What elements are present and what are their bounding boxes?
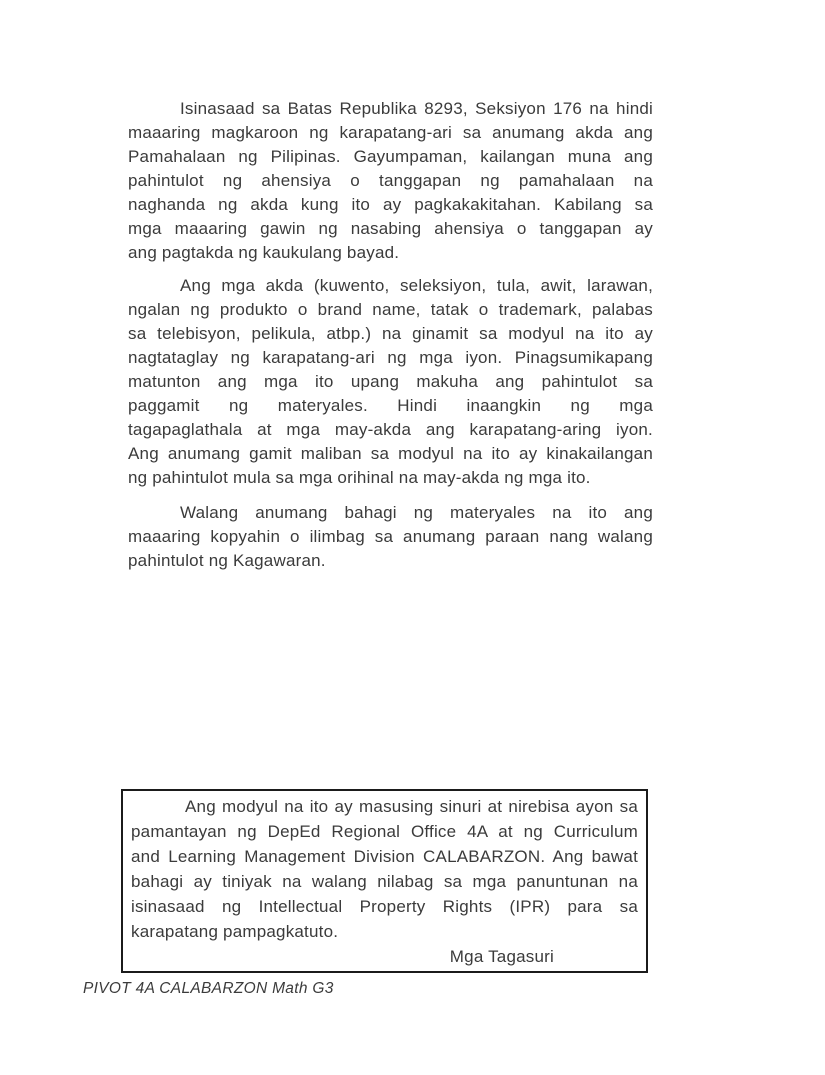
text-line: pahintulot ng ahensiya o tanggapan ng pamahalaan na [128, 171, 653, 190]
text-line: naghanda ng akda kung ito ay pagkakakitahan. Kabilang sa [128, 195, 653, 214]
copyright-text-block [128, 97, 653, 573]
text-line: ngalan ng produkto o brand name, tatak o trademark, palabas [128, 300, 653, 319]
text-line: and Learning Management Division CALABARZON. Ang bawat [131, 847, 638, 866]
paragraph-copyrighted-works [128, 274, 653, 490]
text-line: ng pahintulot mula sa mga orihinal na may-akda ng mga ito. [128, 468, 591, 487]
text-line: maaaring magkaroon ng karapatang-ari sa anumang akda ang [128, 123, 653, 142]
text-line: Pamahalaan ng Pilipinas. Gayumpaman, kailangan muna ang [128, 147, 653, 166]
text-line: maaaring kopyahin o ilimbag sa anumang paraan nang walang [128, 527, 653, 546]
text-line: karapatang pampagkatuto. [131, 922, 339, 941]
paragraph-reproduction-notice [128, 501, 653, 573]
text-line: pahintulot ng Kagawaran. [128, 551, 326, 570]
review-note-box [121, 789, 648, 973]
text-line: Ang modyul na ito ay masusing sinuri at nirebisa ayon sa [185, 797, 638, 816]
text-line: sa telebisyon, pelikula, atbp.) na ginamit sa modyul na ito ay [128, 324, 653, 343]
text-line: Isinasaad sa Batas Republika 8293, Seksiyon 176 na hindi [180, 99, 653, 118]
text-line: Walang anumang bahagi ng materyales na ito ang [180, 503, 653, 522]
text-line: nagtataglay ng karapatang-ari ng mga iyon. Pinagsumikapang [128, 348, 653, 367]
text-line: mga maaaring gawin ng nasabing ahensiya o tanggapan ay [128, 219, 653, 238]
text-line: Ang anumang gamit maliban sa modyul na ito ay kinakailangan [128, 444, 653, 463]
text-line: tagapaglathala at mga may-akda ang karapatang-aring iyon. [128, 420, 653, 439]
text-line: pamantayan ng DepEd Regional Office 4A at ng Curriculum [131, 822, 638, 841]
text-line: Ang mga akda (kuwento, seleksiyon, tula, awit, larawan, [180, 276, 653, 295]
signature-line: Mga Tagasuri [449, 947, 554, 966]
text-line: paggamit ng materyales. Hindi inaangkin ng mga [128, 396, 653, 415]
text-line: bahagi ay tiniyak na walang nilabag sa mga panuntunan na [131, 872, 638, 891]
paragraph-copyright-law [128, 97, 653, 265]
text-line: matunton ang mga ito upang makuha ang pahintulot sa [128, 372, 653, 391]
text-line: isinasaad ng Intellectual Property Rights (IPR) para sa [131, 897, 638, 916]
text-line: ang pagtakda ng kaukulang bayad. [128, 243, 400, 262]
page-footer: PIVOT 4A CALABARZON Math G3 [83, 980, 334, 997]
